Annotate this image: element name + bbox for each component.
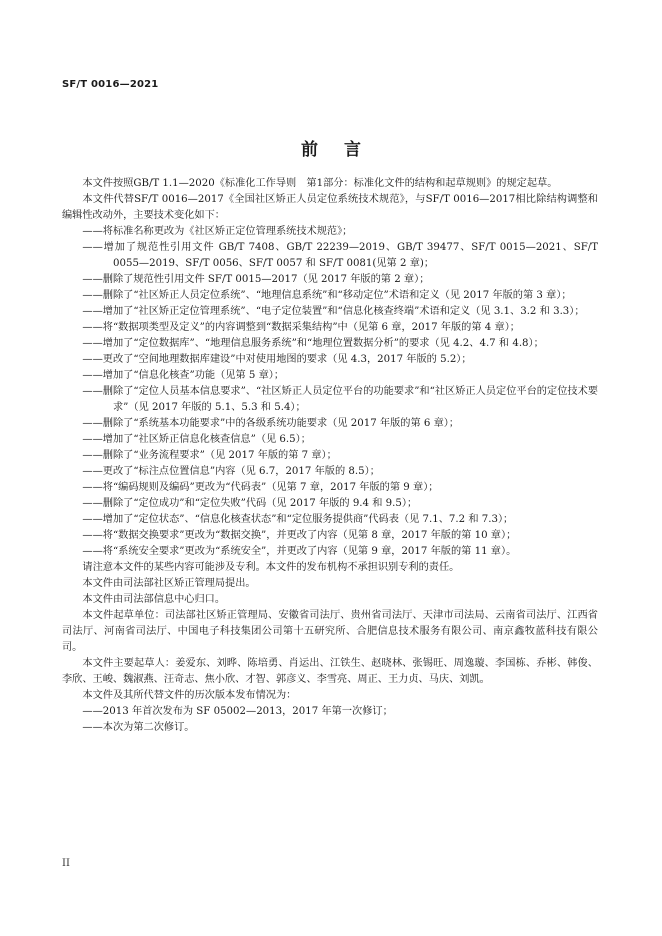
administrator-statement: 本文件由司法部信息中心归口。 bbox=[82, 594, 226, 605]
change-item: ——增加了“定位状态”、“信息化核查状态”和“定位服务提供商”代码表（见 7.1、7.2 和 7.3）； bbox=[82, 514, 514, 525]
page-number: II bbox=[62, 858, 70, 869]
drafting-organizations: 本文件起草单位：司法部社区矫正管理局、安徽省司法厅、贵州省司法厅、天津市司法局、云南省司法厅、江西省司法厅、河南省司法厅、中国电子科技集团公司第十五研究所、合肥信息技术服务有限公司、南京鑫牧蓝科技有限公司。 bbox=[62, 610, 598, 653]
standard-code: SF/T 0016—2021 bbox=[62, 79, 159, 90]
history-item: ——本次为第二次修订。 bbox=[82, 722, 195, 733]
history-heading: 本文件及其所代替文件的历次版本发布情况为： bbox=[82, 690, 297, 701]
change-item: ——增加了“社区矫正信息化核查信息”（见 6.5）； bbox=[82, 434, 311, 445]
change-item: ——删除了“定位成功”和“定位失败”代码（见 2017 年版的 9.4 和 9.5）； bbox=[82, 498, 418, 509]
drafters: 本文件主要起草人：姜爱东、刘晔、陈培勇、肖运出、江铁生、赵晓林、张锡旺、周逸璇、李国栋、乔彬、韩俊、李欣、王峻、魏淑燕、汪奇志、焦小欣、才智、郭彦义、李雪亮、周正、王力贞、马庆、刘凯。 bbox=[62, 658, 598, 685]
intro-paragraph: 本文件按照GB/T 1.1—2020《标准化工作导则 第1部分：标准化文件的结构和起草规则》的规定起草。 bbox=[82, 178, 558, 189]
proposer-statement: 本文件由司法部社区矫正管理局提出。 bbox=[82, 578, 256, 589]
change-item: ——将“数据交换要求”更改为“数据交换”，并更改了内容（见第 8 章，2017 年版的第 10 章）； bbox=[82, 530, 517, 541]
change-item: ——删除了“社区矫正人员定位系统”、“地理信息系统”和“移动定位”术语和定义（见 2017 年版的第 3 章）； bbox=[82, 290, 572, 301]
change-item: ——增加了“信息化核查”功能（见第 5 章）； bbox=[82, 370, 285, 381]
change-item: ——增加了“定位数据库”、“地理信息服务系统”和“地理位置数据分析”的要求（见 4.2、4.7 和 4.8）； bbox=[82, 338, 544, 349]
change-item: ——增加了规范性引用文件 GB/T 7408、GB/T 22239—2019、GB/T 39477、SF/T 0015—2021、SF/T 0055—2019、SF/T 0056、SF/T 0057 和 SF/T 0081(见第 2 章)； bbox=[82, 242, 598, 269]
change-item: ——删除了“业务流程要求”（见 2017 年版的第 7 章）； bbox=[82, 450, 337, 461]
change-item: ——将“系统安全要求”更改为“系统安全”，并更改了内容（见第 9 章，2017 年版的第 11 章）。 bbox=[82, 546, 517, 557]
history-list bbox=[62, 704, 598, 736]
changes-list bbox=[62, 224, 598, 560]
change-item: ——将“数据项类型及定义”的内容调整到“数据采集结构”中（见第 6 章，2017 年版的第 4 章）； bbox=[82, 322, 520, 333]
change-item: ——将“编码规则及编码”更改为“代码表”（见第 7 章，2017 年版的第 9 章）； bbox=[82, 482, 439, 493]
intro-paragraph: 本文件代替SF/T 0016—2017《全国社区矫正人员定位系统技术规范》，与SF/T 0016—2017相比除结构调整和编辑性改动外，主要技术变化如下： bbox=[62, 194, 598, 221]
change-item: ——增加了“社区矫正定位管理系统”、“电子定位装置”和“信息化核查终端”术语和定义（见 3.1、3.2 和 3.3）； bbox=[82, 306, 585, 317]
change-item: ——删除了规范性引用文件 SF/T 0015—2017（见 2017 年版的第 2 章）； bbox=[82, 274, 430, 285]
change-item: ——更改了“空间地理数据库建设”中对使用地图的要求（见 4.3，2017 年版的 5.2）； bbox=[82, 354, 472, 365]
preface-body bbox=[62, 176, 598, 736]
change-item: ——将标准名称更改为《社区矫正定位管理系统技术规范》； bbox=[82, 226, 353, 237]
page-title: 前言 bbox=[301, 140, 387, 160]
history-item: ——2013 年首次发布为 SF 05002—2013，2017 年第一次修订； bbox=[82, 706, 393, 717]
patent-notice: 请注意本文件的某些内容可能涉及专利。本文件的发布机构不承担识别专利的责任。 bbox=[82, 562, 460, 573]
change-item: ——更改了“标注点位置信息”内容（见 6.7，2017 年版的 8.5）； bbox=[82, 466, 380, 477]
change-item: ——删除了“定位人员基本信息要求”、“社区矫正人员定位平台的功能要求”和“社区矫正人员定位平台的定位技术要求”（见 2017 年版的 5.1、5.3 和 5.4）； bbox=[82, 386, 598, 413]
change-item: ——删除了“系统基本功能要求”中的各级系统功能要求（见 2017 年版的第 6 章）； bbox=[82, 418, 460, 429]
